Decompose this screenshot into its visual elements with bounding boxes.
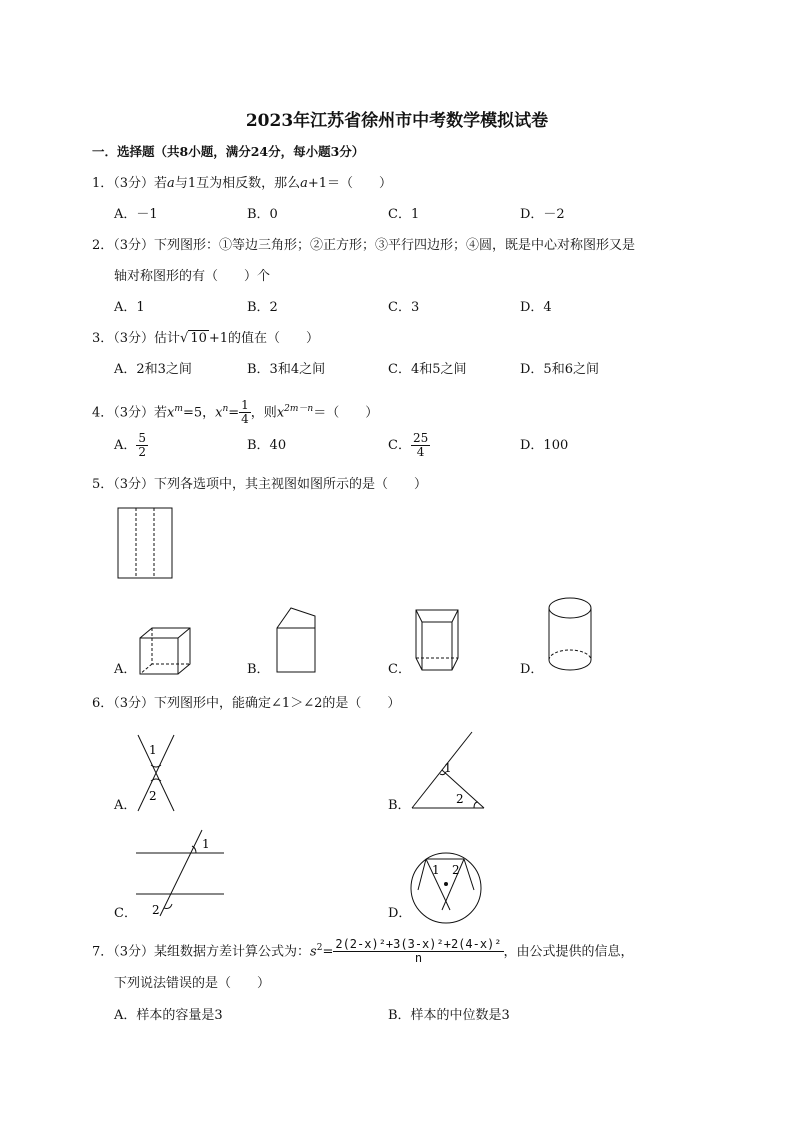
question-7-line2: 下列说法错误的是（ ） [114, 976, 271, 991]
q4-optA-fraction [136, 432, 148, 459]
page-title: 2023年江苏省徐州市中考数学模拟试卷 [245, 111, 549, 131]
q4-text-c: ＝（ ） [313, 405, 379, 421]
question-5-stem: 5．（3分）下列各选项中，其主视图如图所示的是（ ） [92, 477, 428, 492]
q1-option-a[interactable]: A．－1 [114, 207, 158, 222]
q4-optA-den: 2 [138, 445, 147, 459]
q7-eq: = [322, 944, 334, 960]
q2-option-b[interactable]: B．2 [247, 300, 278, 315]
q4-option-a[interactable] [114, 432, 148, 460]
q4-x1: x [167, 405, 175, 421]
q6-figure-a [134, 733, 178, 813]
q4-optA-label: A． [114, 438, 137, 453]
q6c-angle2-label: 2 [152, 903, 160, 917]
q4-exp2: n [222, 404, 229, 414]
q6b-angle1-label: 1 [444, 761, 452, 775]
q4-exp1: m [174, 404, 183, 414]
q3-text-a: 3．（3分）估计 [92, 331, 181, 346]
q5-option-b[interactable]: B． [247, 662, 270, 677]
q4-x3: x [276, 405, 285, 421]
q4-option-b[interactable]: B．40 [247, 438, 287, 453]
q2-option-c[interactable]: C．3 [388, 300, 420, 315]
q6-option-a[interactable]: A． [114, 798, 137, 813]
q6-option-c[interactable]: C． [114, 906, 137, 921]
q4-optC-den: 4 [416, 445, 425, 459]
section-heading: 一．选择题（共8小题，满分24分，每小题3分） [92, 144, 365, 159]
q4-x2: x [215, 405, 223, 421]
q5-pentagonal-prism-figure [275, 606, 319, 674]
q6d-angle1-label: 1 [432, 863, 440, 877]
q4-text-b: ，则 [250, 405, 277, 421]
q1-var-b: a [300, 176, 308, 191]
q4-frac-num: 1 [241, 398, 249, 413]
q6-option-b[interactable]: B． [388, 798, 411, 813]
q3-text-b: +1的值在（ ） [208, 331, 320, 346]
q7-text-a: 7．（3分）某组数据方差计算公式为： [92, 944, 311, 960]
question-3-stem [92, 331, 319, 347]
q7-s-exp: 2 [316, 943, 323, 953]
q4-fraction [239, 399, 251, 426]
question-7-stem [92, 932, 634, 968]
q7-formula [333, 938, 503, 965]
q5-option-a[interactable]: A． [114, 662, 137, 677]
q7-s: s [310, 944, 317, 960]
q4-exp3: 2m－n [284, 404, 314, 414]
q1-option-b[interactable]: B．0 [247, 207, 278, 222]
q6d-angle2-label: 2 [452, 863, 460, 877]
q5-prism-figure [414, 608, 460, 672]
q7-option-b[interactable]: B．样本的中位数是3 [388, 1008, 510, 1023]
q4-option-d[interactable]: D．100 [520, 438, 569, 453]
q1-text-b: 与1互为相反数，那么 [174, 176, 301, 191]
q7-option-a[interactable]: A．样本的容量是3 [114, 1008, 223, 1023]
q4-optA-num: 5 [138, 431, 147, 445]
q2-option-a[interactable]: A．1 [114, 300, 145, 315]
q4-eq2: = [228, 405, 240, 421]
q4-optC-fraction [411, 432, 430, 459]
q7-formula-den: n [414, 951, 423, 966]
q1-text-c: +1＝（ ） [307, 176, 393, 191]
q6a-angle2-label: 2 [149, 789, 157, 803]
q6b-angle2-label: 2 [456, 792, 464, 806]
q6-figure-b [408, 730, 488, 810]
q5-front-view-figure [117, 507, 173, 579]
question-1-stem [92, 176, 392, 192]
q4-text-a: 4．（3分）若 [92, 405, 168, 421]
q6-figure-c [134, 828, 226, 918]
q3-option-c[interactable]: C．4和5之间 [388, 362, 467, 377]
q4-option-c[interactable] [388, 432, 430, 460]
q4-eq1: =5， [182, 405, 216, 421]
q6c-angle1-label: 1 [202, 837, 210, 851]
q1-text-a: 1．（3分）若 [92, 176, 168, 191]
q5-option-d[interactable]: D． [520, 662, 544, 677]
question-4-stem [92, 395, 378, 425]
q4-optC-label: C． [388, 438, 411, 453]
q6-option-d[interactable]: D． [388, 906, 412, 921]
question-2-line1: 2．（3分）下列图形：①等边三角形；②正方形；③平行四边形；④圆，既是中心对称图形又是 [92, 238, 636, 253]
question-2-line2: 轴对称图形的有（ ）个 [114, 269, 271, 284]
q3-radicand: 10 [190, 331, 207, 346]
q5-option-c[interactable]: C． [388, 662, 411, 677]
q2-option-d[interactable]: D．4 [520, 300, 552, 315]
q7-formula-num: 2(2-x)²+3(3-x)²+2(4-x)² [335, 937, 502, 952]
q7-text-b: ，由公式提供的信息， [503, 944, 634, 960]
q6a-angle1-label: 1 [149, 743, 157, 757]
q3-option-d[interactable]: D．5和6之间 [520, 362, 599, 377]
question-6-stem: 6．（3分）下列图形中，能确定∠1＞∠2的是（ ） [92, 696, 401, 711]
q5-cylinder-figure [547, 596, 593, 672]
q3-option-a[interactable]: A．2和3之间 [114, 362, 192, 377]
q3-option-b[interactable]: B．3和4之间 [247, 362, 326, 377]
q4-optC-num: 25 [412, 431, 429, 445]
q5-cube-figure [138, 626, 192, 676]
q1-option-d[interactable]: D．－2 [520, 207, 565, 222]
q1-var-a: a [167, 176, 175, 191]
q6-figure-d [408, 850, 484, 924]
sqrt-sign: √ [180, 331, 189, 346]
q4-frac-den: 4 [241, 412, 249, 427]
q1-option-c[interactable]: C．1 [388, 207, 420, 222]
